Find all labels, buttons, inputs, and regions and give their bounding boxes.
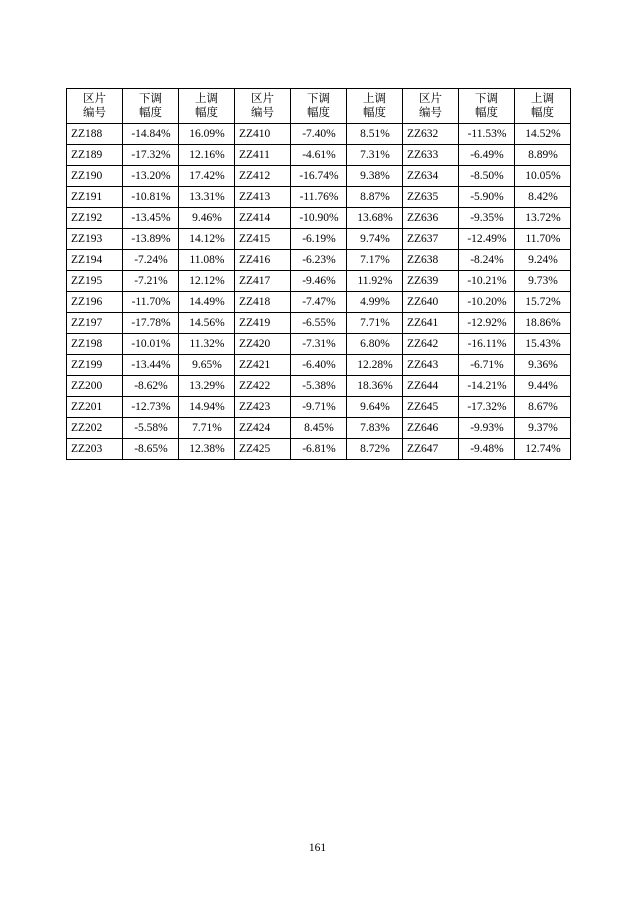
cell-increase: 14.56% [179,313,235,334]
cell-increase: 14.12% [179,229,235,250]
column-header-increase-2 [347,89,403,124]
column-header-line1: 下调 [307,93,330,105]
cell-decrease: -11.53% [459,124,515,145]
cell-decrease: -4.61% [291,145,347,166]
cell-decrease: -7.40% [291,124,347,145]
cell-decrease: -13.20% [123,166,179,187]
column-header-line1: 上调 [363,93,386,105]
cell-increase: 14.94% [179,397,235,418]
cell-zone-code: ZZ424 [235,418,291,439]
column-header-line1: 区片 [83,93,106,105]
cell-increase: 18.36% [347,376,403,397]
cell-zone-code: ZZ191 [67,187,123,208]
cell-zone-code: ZZ421 [235,355,291,376]
cell-decrease: -11.70% [123,292,179,313]
table-row [67,313,571,334]
cell-decrease: -10.21% [459,271,515,292]
cell-increase: 13.72% [515,208,571,229]
cell-zone-code: ZZ425 [235,439,291,460]
cell-decrease: -8.50% [459,166,515,187]
cell-zone-code: ZZ636 [403,208,459,229]
cell-zone-code: ZZ641 [403,313,459,334]
cell-decrease: -5.90% [459,187,515,208]
cell-decrease: -8.62% [123,376,179,397]
cell-increase: 9.73% [515,271,571,292]
column-header-line1: 下调 [475,93,498,105]
column-header-decrease-1 [123,89,179,124]
column-header-line2: 幅度 [307,107,330,120]
cell-decrease: -17.32% [459,397,515,418]
cell-zone-code: ZZ413 [235,187,291,208]
cell-increase: 8.51% [347,124,403,145]
cell-increase: 17.42% [179,166,235,187]
cell-decrease: -17.32% [123,145,179,166]
cell-zone-code: ZZ417 [235,271,291,292]
table-row [67,376,571,397]
cell-increase: 12.16% [179,145,235,166]
cell-increase: 8.42% [515,187,571,208]
cell-increase: 12.74% [515,439,571,460]
cell-zone-code: ZZ192 [67,208,123,229]
cell-decrease: -10.20% [459,292,515,313]
table-body [67,124,571,460]
cell-increase: 12.38% [179,439,235,460]
cell-zone-code: ZZ632 [403,124,459,145]
cell-zone-code: ZZ194 [67,250,123,271]
cell-decrease: -8.24% [459,250,515,271]
cell-zone-code: ZZ637 [403,229,459,250]
column-header-line1: 上调 [195,93,218,105]
cell-increase: 18.86% [515,313,571,334]
cell-increase: 8.72% [347,439,403,460]
cell-zone-code: ZZ203 [67,439,123,460]
table-row [67,439,571,460]
cell-increase: 12.12% [179,271,235,292]
cell-decrease: -13.89% [123,229,179,250]
table-header [67,89,571,124]
table-row [67,145,571,166]
page-number: 161 [308,842,327,854]
cell-decrease: -10.90% [291,208,347,229]
table-row [67,292,571,313]
cell-decrease: -12.49% [459,229,515,250]
cell-decrease: -11.76% [291,187,347,208]
cell-decrease: -9.46% [291,271,347,292]
column-header-line2: 幅度 [139,107,162,120]
cell-increase: 14.49% [179,292,235,313]
cell-zone-code: ZZ195 [67,271,123,292]
cell-zone-code: ZZ415 [235,229,291,250]
table-row [67,124,571,145]
cell-increase: 7.17% [347,250,403,271]
cell-decrease: -6.40% [291,355,347,376]
cell-decrease: -6.19% [291,229,347,250]
cell-zone-code: ZZ634 [403,166,459,187]
cell-decrease: -7.24% [123,250,179,271]
cell-zone-code: ZZ412 [235,166,291,187]
cell-increase: 6.80% [347,334,403,355]
cell-decrease: -7.47% [291,292,347,313]
cell-increase: 9.46% [179,208,235,229]
cell-increase: 15.43% [515,334,571,355]
cell-decrease: -8.65% [123,439,179,460]
column-header-line1: 区片 [251,93,274,105]
cell-zone-code: ZZ645 [403,397,459,418]
cell-increase: 13.68% [347,208,403,229]
cell-decrease: -7.31% [291,334,347,355]
cell-decrease: -12.92% [459,313,515,334]
cell-zone-code: ZZ644 [403,376,459,397]
cell-zone-code: ZZ640 [403,292,459,313]
cell-decrease: -16.74% [291,166,347,187]
table-row [67,208,571,229]
cell-zone-code: ZZ639 [403,271,459,292]
table-row [67,271,571,292]
cell-zone-code: ZZ196 [67,292,123,313]
column-header-line1: 上调 [531,93,554,105]
column-header-decrease-3 [459,89,515,124]
cell-decrease: -9.35% [459,208,515,229]
cell-zone-code: ZZ647 [403,439,459,460]
cell-zone-code: ZZ633 [403,145,459,166]
cell-increase: 9.74% [347,229,403,250]
cell-decrease: -13.45% [123,208,179,229]
cell-decrease: -5.58% [123,418,179,439]
column-header-line1: 下调 [139,93,162,105]
cell-increase: 7.31% [347,145,403,166]
cell-increase: 8.89% [515,145,571,166]
cell-increase: 14.52% [515,124,571,145]
cell-increase: 9.36% [515,355,571,376]
table-row [67,250,571,271]
column-header-line2: 幅度 [531,107,554,120]
cell-zone-code: ZZ422 [235,376,291,397]
cell-zone-code: ZZ416 [235,250,291,271]
table-row [67,397,571,418]
table-row [67,355,571,376]
cell-decrease: -6.49% [459,145,515,166]
column-header-zone-code-2 [235,89,291,124]
cell-zone-code: ZZ642 [403,334,459,355]
cell-zone-code: ZZ423 [235,397,291,418]
cell-decrease: -6.71% [459,355,515,376]
cell-increase: 7.83% [347,418,403,439]
column-header-line2: 幅度 [195,107,218,120]
cell-zone-code: ZZ198 [67,334,123,355]
cell-zone-code: ZZ635 [403,187,459,208]
column-header-zone-code-1 [67,89,123,124]
table-row [67,418,571,439]
cell-zone-code: ZZ643 [403,355,459,376]
cell-decrease: -9.71% [291,397,347,418]
cell-increase: 11.92% [347,271,403,292]
cell-decrease: -14.84% [123,124,179,145]
cell-increase: 11.08% [179,250,235,271]
cell-decrease: -6.55% [291,313,347,334]
cell-increase: 15.72% [515,292,571,313]
cell-increase: 9.65% [179,355,235,376]
cell-increase: 7.71% [179,418,235,439]
cell-increase: 9.64% [347,397,403,418]
cell-zone-code: ZZ638 [403,250,459,271]
cell-decrease: -6.81% [291,439,347,460]
cell-zone-code: ZZ193 [67,229,123,250]
cell-decrease: -14.21% [459,376,515,397]
cell-zone-code: ZZ420 [235,334,291,355]
table-row [67,229,571,250]
cell-increase: 4.99% [347,292,403,313]
cell-increase: 7.71% [347,313,403,334]
cell-decrease: -10.01% [123,334,179,355]
column-header-increase-3 [515,89,571,124]
cell-zone-code: ZZ200 [67,376,123,397]
cell-increase: 8.67% [515,397,571,418]
cell-increase: 9.38% [347,166,403,187]
cell-zone-code: ZZ411 [235,145,291,166]
column-header-line2: 幅度 [363,107,386,120]
cell-zone-code: ZZ201 [67,397,123,418]
cell-zone-code: ZZ419 [235,313,291,334]
table-row [67,187,571,208]
table-row [67,166,571,187]
cell-increase: 13.31% [179,187,235,208]
cell-zone-code: ZZ410 [235,124,291,145]
cell-decrease: -12.73% [123,397,179,418]
cell-increase: 9.37% [515,418,571,439]
column-header-increase-1 [179,89,235,124]
column-header-line2: 编号 [83,107,106,120]
cell-zone-code: ZZ189 [67,145,123,166]
table-header-row [67,89,571,124]
cell-zone-code: ZZ190 [67,166,123,187]
cell-increase: 12.28% [347,355,403,376]
column-header-decrease-2 [291,89,347,124]
cell-decrease: -16.11% [459,334,515,355]
column-header-line1: 区片 [419,93,442,105]
column-header-line2: 编号 [419,107,442,120]
cell-decrease: 8.45% [291,418,347,439]
cell-zone-code: ZZ197 [67,313,123,334]
cell-increase: 13.29% [179,376,235,397]
cell-zone-code: ZZ414 [235,208,291,229]
cell-decrease: -9.48% [459,439,515,460]
cell-increase: 9.44% [515,376,571,397]
column-header-zone-code-3 [403,89,459,124]
cell-increase: 10.05% [515,166,571,187]
cell-decrease: -13.44% [123,355,179,376]
adjustment-table-container [66,88,570,460]
cell-zone-code: ZZ199 [67,355,123,376]
cell-decrease: -5.38% [291,376,347,397]
cell-decrease: -9.93% [459,418,515,439]
cell-increase: 16.09% [179,124,235,145]
cell-decrease: -10.81% [123,187,179,208]
cell-increase: 11.32% [179,334,235,355]
cell-increase: 8.87% [347,187,403,208]
adjustment-table [66,88,571,460]
cell-zone-code: ZZ188 [67,124,123,145]
cell-increase: 9.24% [515,250,571,271]
cell-decrease: -17.78% [123,313,179,334]
cell-zone-code: ZZ418 [235,292,291,313]
table-row [67,334,571,355]
cell-increase: 11.70% [515,229,571,250]
cell-zone-code: ZZ646 [403,418,459,439]
cell-decrease: -7.21% [123,271,179,292]
column-header-line2: 幅度 [475,107,498,120]
column-header-line2: 编号 [251,107,274,120]
cell-decrease: -6.23% [291,250,347,271]
cell-zone-code: ZZ202 [67,418,123,439]
